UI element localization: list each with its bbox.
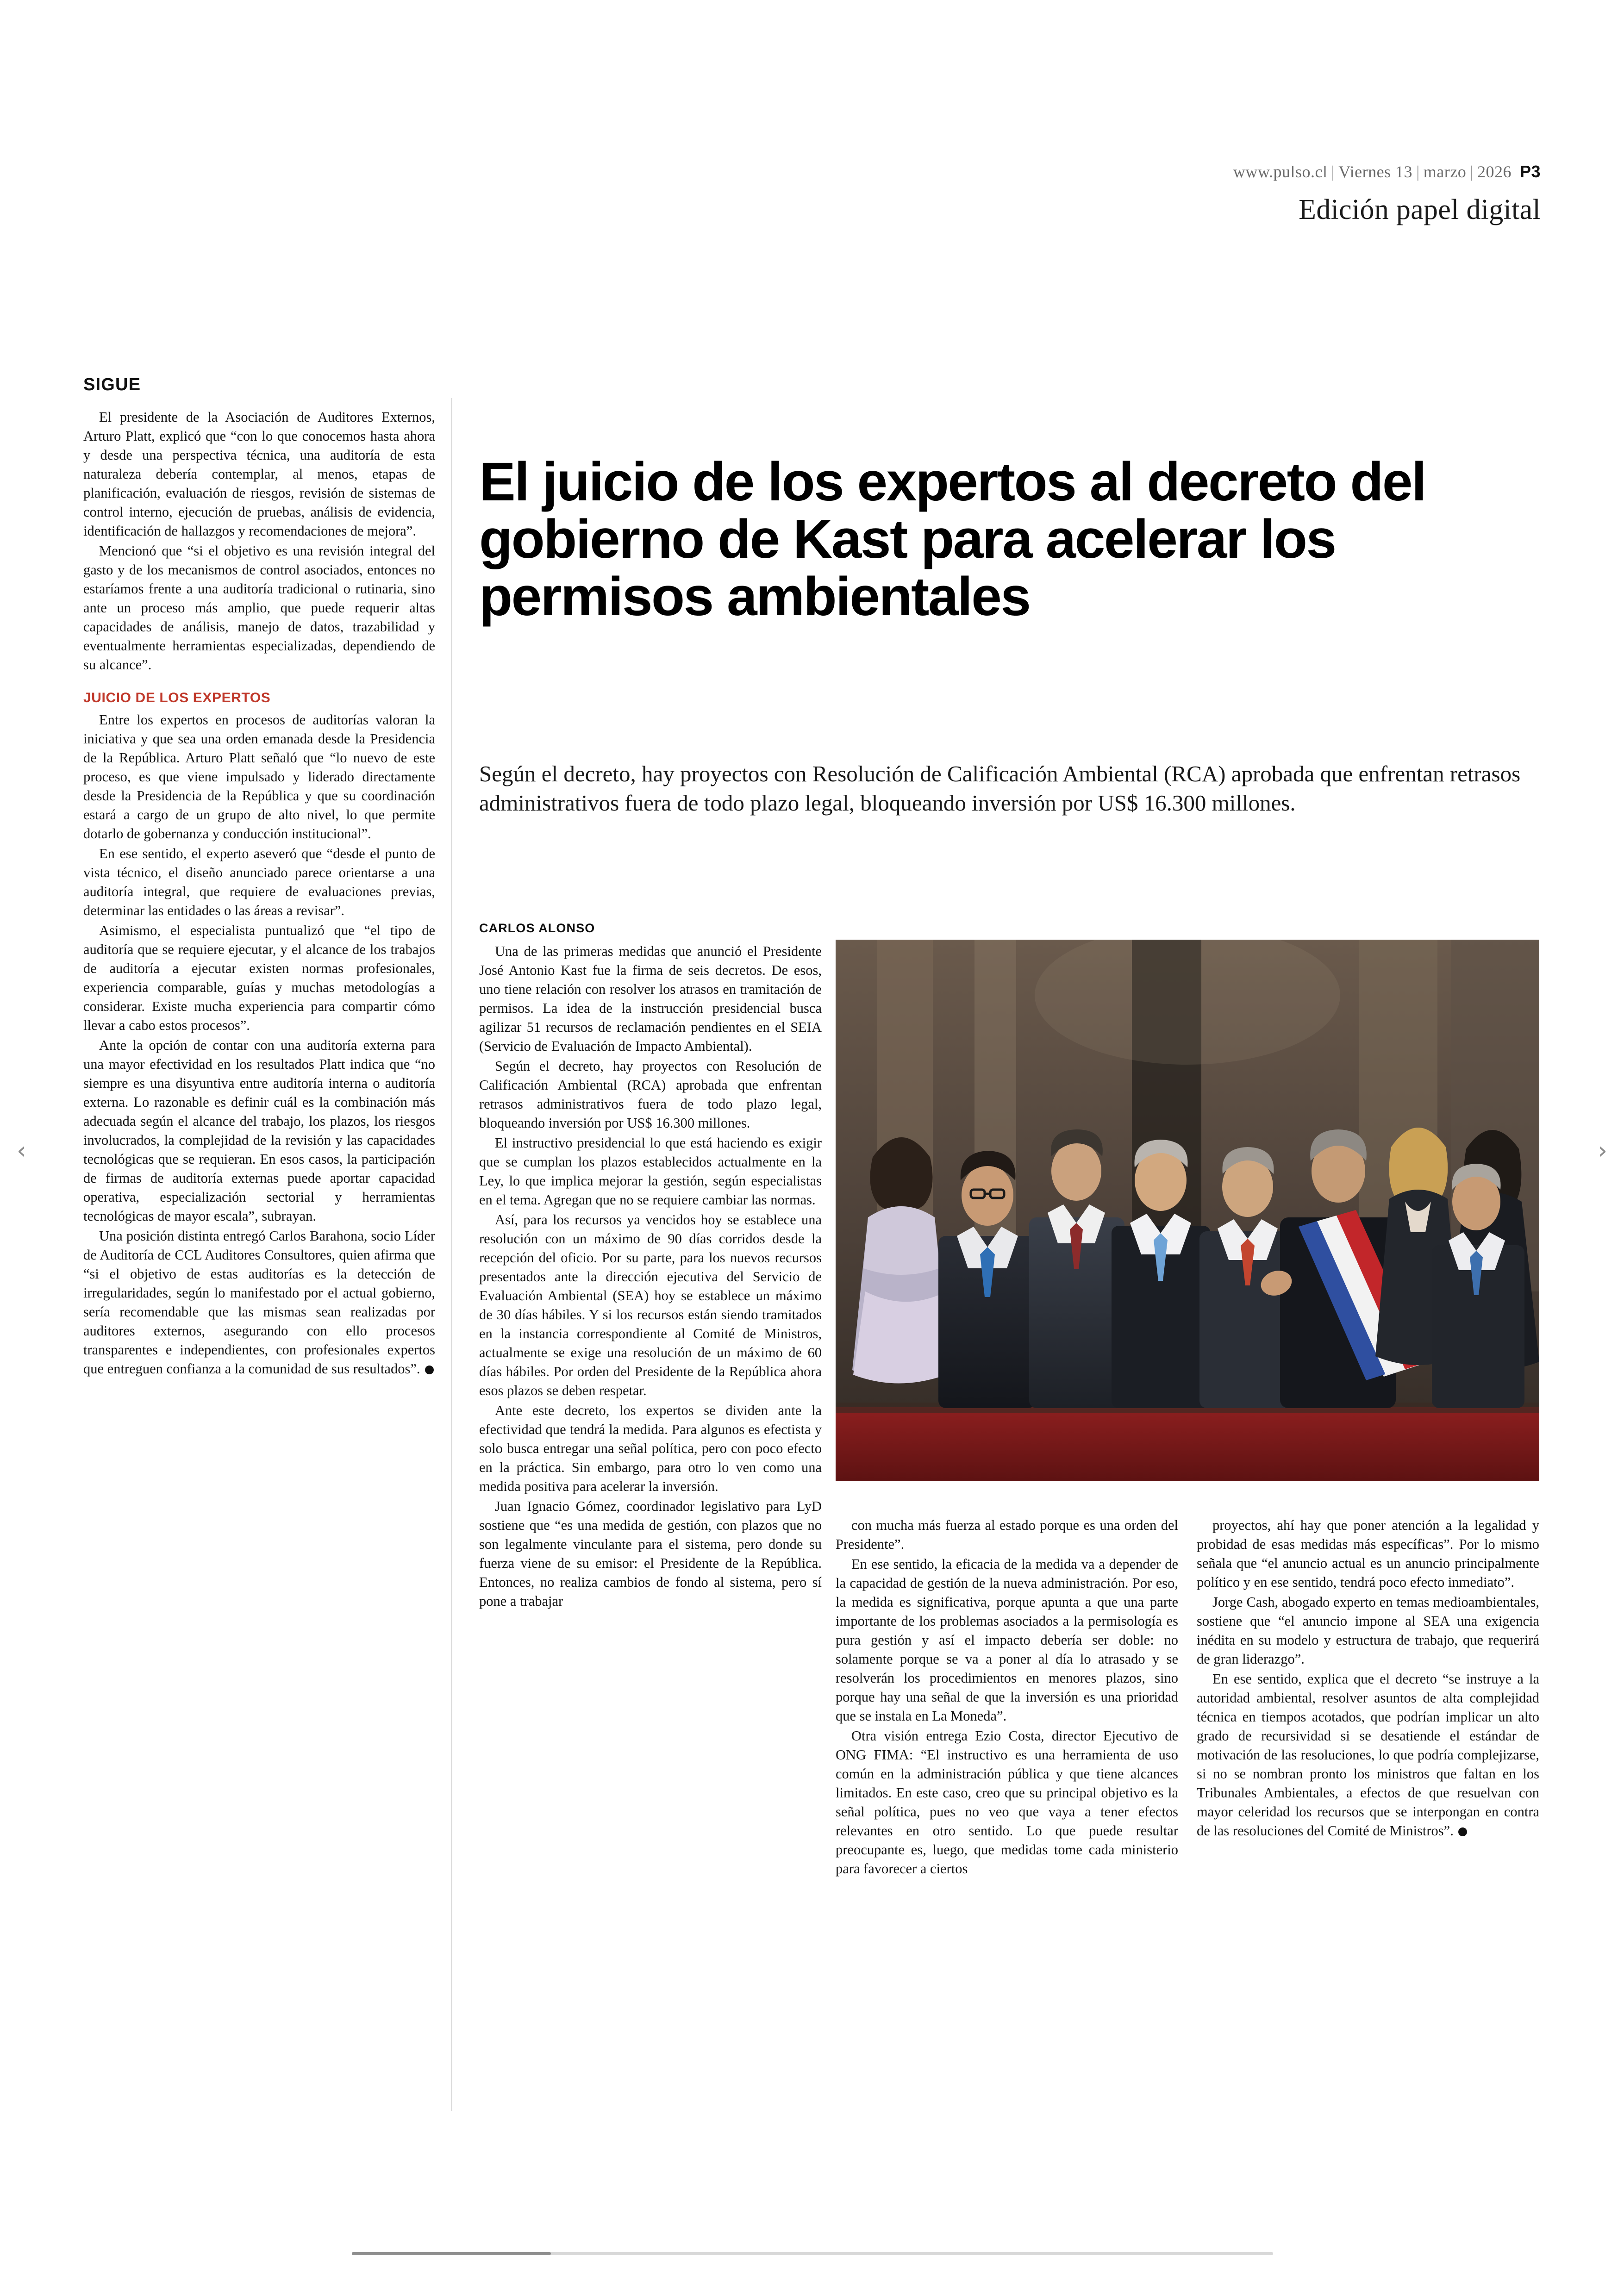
article-paragraph: Juan Ignacio Gómez, coordinador legislativo para LyD sostiene que “es una medida de gestión, con plazos que no son legalmente vinculante para el sistema, pero donde su fuerza viene de su emisor: el Presidente de la República. Entonces, no realiza cambios de fondo al sistema, pero sí pone a trabajar xyxy=(479,1498,822,1609)
masthead-day: Viernes 13 xyxy=(1338,162,1413,181)
masthead-separator-3: | xyxy=(1470,162,1474,181)
article-paragraph: Ante este decreto, los expertos se dividen ante la efectividad que tendrá la medida. Para algunos es efectista y solo busca entregar una señal política, pero con poco efecto en la práctica. Sin embargo, para otro lo ven como una medida positiva para acelerar la inversión. xyxy=(479,1403,822,1494)
left-rail-paragraph: Ante la opción de contar con una auditoría externa para una mayor efectividad en los resultados Platt indica que “no siempre es una disyuntiva entre auditoría interna o auditoría externa. Lo razonable es definir cuál es la combinación más adecuada según el alcance del trabajo, los plazos, los riesgos involucrados, la complejidad de la revisión y las capacidades tecnológicas que se requieran. En esos casos, la participación de firmas de auditoría externas puede aportar capacidad operativa, especialización sectorial y herramientas tecnológicas de mayor escala”, subrayan. xyxy=(83,1037,435,1224)
masthead-separator-2: | xyxy=(1416,162,1420,181)
article-column-1 xyxy=(479,942,822,1612)
left-rail-paragraph: El presidente de la Asociación de Auditores Externos, Arturo Platt, explicó que “con lo que conocemos hasta ahora y desde una perspectiva técnica, una auditoría de esta naturaleza debería contemplar, al menos, etapas de planificación, evaluación de riesgos, revisión de sistemas de control interno, ejecución de pruebas, análisis de evidencia, identificación de hallazgos y recomendaciones de mejora”. xyxy=(83,409,435,539)
article-paragraph: Una de las primeras medidas que anunció el Presidente José Antonio Kast fue la firma de seis decretos. De esos, uno tiene relación con resolver los atrasos en tramitación de permisos. La idea de la instrucción presidencial busca agilizar 51 recursos de reclamación pendientes en el SEIA (Servicio de Evaluación de Impacto Ambiental). xyxy=(479,943,822,1054)
article-paragraph: Jorge Cash, abogado experto en temas medioambientales, sostiene que “el anuncio impone al SEA una exigencia inédita en su modelo y estructura de trabajo, que requerirá de gran liderazgo”. xyxy=(1197,1594,1539,1667)
page-title: El juicio de los expertos al decreto del gobierno de Kast para acelerar los permisos ambientales xyxy=(479,451,1426,628)
article-column-3 xyxy=(1197,1516,1539,1841)
left-rail-paragraph: Asimismo, el especialista puntualizó que “el tipo de auditoría que se requiere ejecutar, y el alcance de los trabajos de auditoría a ejecutar existen normas profesionales, experiencia comparable, guías y muchas metodologías a considerar. Existe mucha experiencia para compartir cómo llevar a cabo estos procesos”. xyxy=(83,923,435,1033)
article-paragraph: Según el decreto, hay proyectos con Resolución de Calificación Ambiental (RCA) aprobada que enfrentan retrasos administrativos fuera de todo plazo legal, bloqueando inversión por US$ 16.300 millones. xyxy=(479,1058,822,1131)
section-kicker: JUICIO DE LOS EXPERTOS xyxy=(83,690,271,705)
article-paragraph: Así, para los recursos ya vencidos hoy se establece una resolución con un máximo de 90 días corridos desde la recepción del oficio. Por su parte, para los nuevos recursos presentados ante la dirección ejecutiva del Servicio de Evaluación Ambiental (SEA) hoy se establece un máximo de 30 días hábiles. Y si los recursos están siendo tramitados en la instancia correspondiente al Comité de Ministros, actualmente se exige una resolución de un máximo de 60 días hábiles. Por orden del Presidente de la República ahora esos plazos se deben respetar. xyxy=(479,1212,822,1398)
left-rail-paragraph-text: Una posición distinta entregó Carlos Barahona, socio Líder de Auditoría de CCL Auditores Consultores, quien afirma que “si el objetivo de estas auditorías es la detección de irregularidades, según lo manifestado por el actual gobierno, sería recomendable que las mismas sean realizadas por auditores externos, asegurando con ello procesos transparentes e independientes, con profesionales expertos que entreguen confianza a la comunidad de sus resultados”. xyxy=(83,1228,435,1377)
continuation-kicker: SIGUE xyxy=(83,375,141,394)
page-scroll-track[interactable] xyxy=(352,2252,1273,2255)
left-rail-paragraph-last xyxy=(83,1227,435,1378)
article-paragraph: En ese sentido, la eficacia de la medida va a depender de la capacidad de gestión de la nueva administración. Por eso, la medida es significativa, porque apunta a que una parte importante de los problemas asociados a la permisología es pura gestión y así el impacto debería ser doble: no solamente porque se va a poner al día lo atrasado y se resolverán los procedimientos en menores plazos, sino porque hay una señal de que la inversión es una prioridad que se instala en La Moneda”. xyxy=(836,1556,1178,1724)
article-paragraph: con mucha más fuerza al estado porque es una orden del Presidente”. xyxy=(836,1517,1178,1552)
article-column-2 xyxy=(836,1516,1178,1879)
masthead-separator-1: | xyxy=(1331,162,1335,181)
masthead-year: 2026 xyxy=(1477,162,1512,181)
article-paragraph: proyectos, ahí hay que poner atención a la legalidad y probidad de esas medidas más específicas”. Por lo mismo señala que “el anuncio actual es un anuncio principalmente político y en ese sentido, tendrá poco efecto inmediato”. xyxy=(1197,1517,1539,1590)
left-rail xyxy=(83,375,435,1379)
article-byline: CARLOS ALONSO xyxy=(479,921,595,935)
ceremony-photo xyxy=(836,940,1539,1481)
photo-illustration xyxy=(836,940,1539,1481)
masthead-site: www.pulso.cl xyxy=(1233,162,1328,181)
article-paragraph: Otra visión entrega Ezio Costa, director Ejecutivo de ONG FIMA: “El instructivo es una herramienta de uso común en la administración pública y que tiene alcances limitados. En este caso, creo que su principal objetivo es la señal política, pues no veo que vaya a tener efectos relevantes en otro sentido. Lo que puede resultar preocupante es, luego, que medidas tome cada ministerio para favorecer a ciertos xyxy=(836,1728,1178,1877)
previous-page-icon[interactable]: ‹ xyxy=(17,1137,26,1165)
left-rail-paragraph: En ese sentido, el experto aseveró que “desde el punto de vista técnico, el diseño anunciado parece orientarse a una auditoría integral, que requiere de evaluaciones previas, determinar las entidades o las áreas a revisar”. xyxy=(83,846,435,918)
column-divider xyxy=(451,398,452,2111)
end-mark-icon xyxy=(1458,1827,1467,1836)
page-scroll-thumb[interactable] xyxy=(352,2252,551,2255)
masthead-dateline xyxy=(1233,162,1541,181)
left-rail-paragraph: Entre los expertos en procesos de auditorías valoran la iniciativa y que sea una orden emanada desde la Presidencia de la República. Arturo Platt señaló que “lo nuevo de este proceso, es que viene impulsado y liderado directamente desde la Presidencia de la República y que su coordinación estará a cargo de un grupo de alto nivel, lo que permite dotarlo de gobernanza y conducción institucional”. xyxy=(83,712,435,842)
left-rail-paragraph: Mencionó que “si el objetivo es una revisión integral del gasto y de los mecanismos de control asociados, entonces no estaríamos frente a una auditoría tradicional o rutinaria, sino ante un proceso más amplio, que puede requerir altas capacidades de análisis, manejo de datos, trazabilidad y eventualmente herramientas especializadas, dependiendo de su alcance”. xyxy=(83,543,435,673)
article-paragraph-text: En ese sentido, explica que el decreto “se instruye a la autoridad ambiental, resolver asuntos de alta complejidad técnica en tiempos acotados, que podrían implicar un alto grado de recursividad si se desatiende el estándar de motivación de las resoluciones, lo que podría complejizarse, si no se nombran pronto los ministros que faltan en los Tribunales Ambientales, a efectos de que resuelvan con mayor celeridad los recursos que se interpongan en contra de las resoluciones del Comité de Ministros”. xyxy=(1197,1671,1539,1839)
next-page-icon[interactable]: › xyxy=(1598,1137,1607,1165)
page-number: P3 xyxy=(1519,162,1541,181)
edition-title: Edición papel digital xyxy=(1299,194,1541,225)
masthead-month: marzo xyxy=(1423,162,1467,181)
masthead xyxy=(1233,162,1541,226)
article-standfirst: Según el decreto, hay proyectos con Resolución de Calificación Ambiental (RCA) aprobada que enfrentan retrasos administrativos fuera de todo plazo legal, bloqueando inversión por US$ 16.300 millones. xyxy=(479,761,1521,816)
article-paragraph-last xyxy=(1197,1670,1539,1840)
article-paragraph: El instructivo presidencial lo que está haciendo es exigir que se cumplan los plazos establecidos actualmente en la Ley, lo que implica mejorar la gestión, según especialistas en el tema. Agregan que no se requiere cambiar las normas. xyxy=(479,1135,822,1208)
end-mark-icon xyxy=(425,1366,434,1374)
